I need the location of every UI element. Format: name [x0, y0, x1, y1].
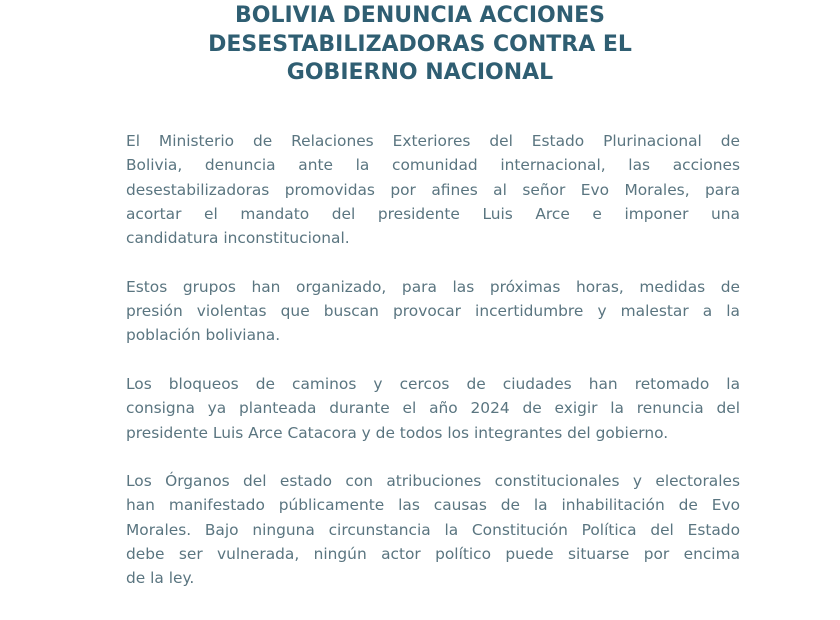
paragraph-3	[126, 372, 740, 445]
title-line: GOBIERNO NACIONAL	[286, 60, 554, 85]
text-line: presión violentas que buscan provocar incertidumbre y malestar a la	[126, 302, 740, 321]
paragraph-4	[126, 469, 740, 590]
title-line: DESESTABILIZADORAS CONTRA EL	[208, 31, 632, 57]
text-line: población boliviana.	[126, 326, 281, 345]
text-line: candidatura inconstitucional.	[126, 229, 350, 248]
paragraph-2	[126, 275, 740, 348]
text-line: Los bloqueos de caminos y cercos de ciudades han retomado la	[126, 374, 740, 393]
paragraph-1	[126, 129, 740, 250]
text-line: debe ser vulnerada, ningún actor político puede situarse por encima	[126, 545, 740, 564]
text-line: Morales. Bajo ninguna circunstancia la Constitución Política del Estado	[126, 520, 740, 539]
text-line: Los Órganos del estado con atribuciones constitucionales y electorales	[126, 472, 740, 491]
text-line: acortar el mandato del presidente Luis Arce e imponer una	[126, 204, 740, 223]
text-line: han manifestado públicamente las causas de la inhabilitación de Evo	[126, 496, 740, 515]
title-line: BOLIVIA DENUNCIA ACCIONES	[234, 3, 606, 28]
text-line: desestabilizadoras promovidas por afines al señor Evo Morales, para	[126, 180, 740, 199]
text-line: El Ministerio de Relaciones Exteriores del Estado Plurinacional de	[126, 132, 740, 150]
text-line: consigna ya planteada durante el año 2024 de exigir la renuncia del	[126, 399, 740, 418]
text-line: de la ley.	[126, 569, 195, 588]
text-line: Bolivia, denuncia ante la comunidad internacional, las acciones	[126, 156, 740, 175]
document-title	[170, 2, 670, 88]
text-line: Estos grupos han organizado, para las próximas horas, medidas de	[126, 277, 740, 296]
text-line: presidente Luis Arce Catacora y de todos los integrantes del gobierno.	[126, 423, 669, 442]
document-body	[126, 129, 740, 615]
